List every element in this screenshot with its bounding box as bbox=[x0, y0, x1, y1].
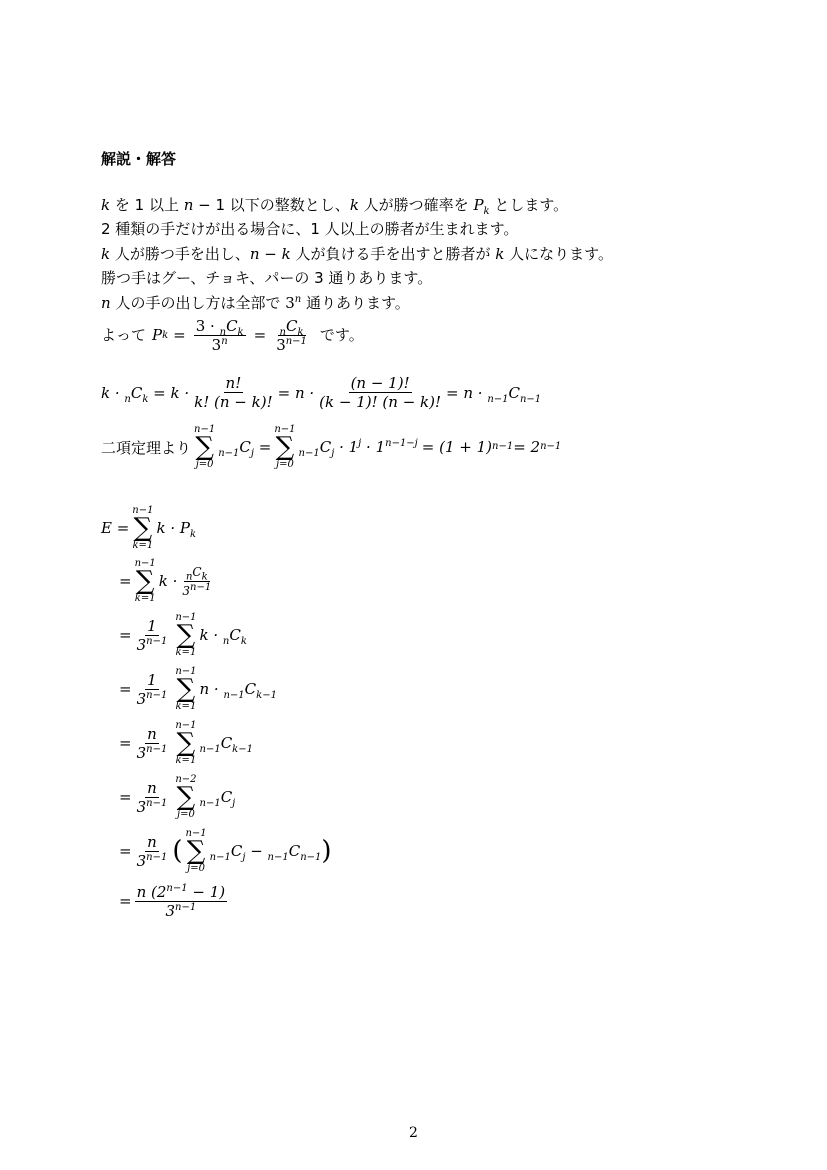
pk-fraction-2: $\frac{_nC_k}{3^{n-1}}$ bbox=[276, 317, 307, 355]
identity-equation: $k \cdot _nC_k = k$ · $\frac{n!}{k! (n - k)!}$ = n · $\frac{(n - 1)!}{(k - 1)! (n - k)!}$ = $n \cdot _{n-1}C_{n-1}$ bbox=[101, 374, 542, 411]
binomial-equation: 二項定理より n−1 ∑ j=0 $_{n-1}C_j$ = n−1 ∑ j=0 $_{n-1}C_j \cdot 1^j \cdot 1^{n-1-j}$ = (1 + 1) n−1 = 2 n−1 bbox=[101, 424, 562, 470]
line-2: 2 種類の手だけが出る場合に、1 人以上の勝者が生まれます。 bbox=[101, 220, 519, 239]
explanation-paragraph bbox=[101, 193, 613, 354]
expectation-derivation: E = n−1 ∑ k=1 $k \cdot P_k$ = n−1 ∑ k=1 k · $\frac{_nC_k}{3^{n-1}}$ = $\frac{1}{3^{n-1}}$ n−1 ∑ k=1 $k \cdot _nC_k$ = $\frac{1}{3^{n-1}}$ n−1 ∑ k=1 $n \cdot _{n-1}C_{k-1}$ = $\frac{n}{3^{n-1}}$ n−1 ∑ k=1 $_{n-1}C_{k-1}$ = $\frac{n}{3^{n-1}}$ n−2 ∑ j=0 $_{n-1}C_j$ = $\frac{n}{3^{n-1}}$ ( n−1 ∑ j=0 $_{n-1}C_j - _{n-1}C_{n-1}$ ) = $\frac{n (2^{n-1} - 1)}{3^{n-1}}$ bbox=[101, 505, 332, 920]
line-3: k 人が勝つ手を出し、n − k 人が負ける手を出すと勝者が k 人になります。 bbox=[101, 244, 613, 263]
line-1: k を 1 以上 n − 1 以下の整数とし、k 人が勝つ確率を $P_k$ とします。 bbox=[101, 196, 569, 217]
section-heading: 解説・解答 bbox=[101, 150, 177, 168]
line-4: 勝つ手はグー、チョキ、パーの 3 通りあります。 bbox=[101, 269, 433, 288]
pk-fraction-1: $\frac{3 \cdot _nC_k}{3^n}$ bbox=[195, 317, 244, 355]
line-5: n 人の手の出し方は全部で 3$^n$ 通りあります。 bbox=[101, 293, 410, 312]
line-6: よって P k = $\frac{3 \cdot _nC_k}{3^n}$ = $\frac{_nC_k}{3^{n-1}}$ です。 bbox=[101, 317, 364, 355]
page-number: 2 bbox=[409, 1125, 418, 1141]
